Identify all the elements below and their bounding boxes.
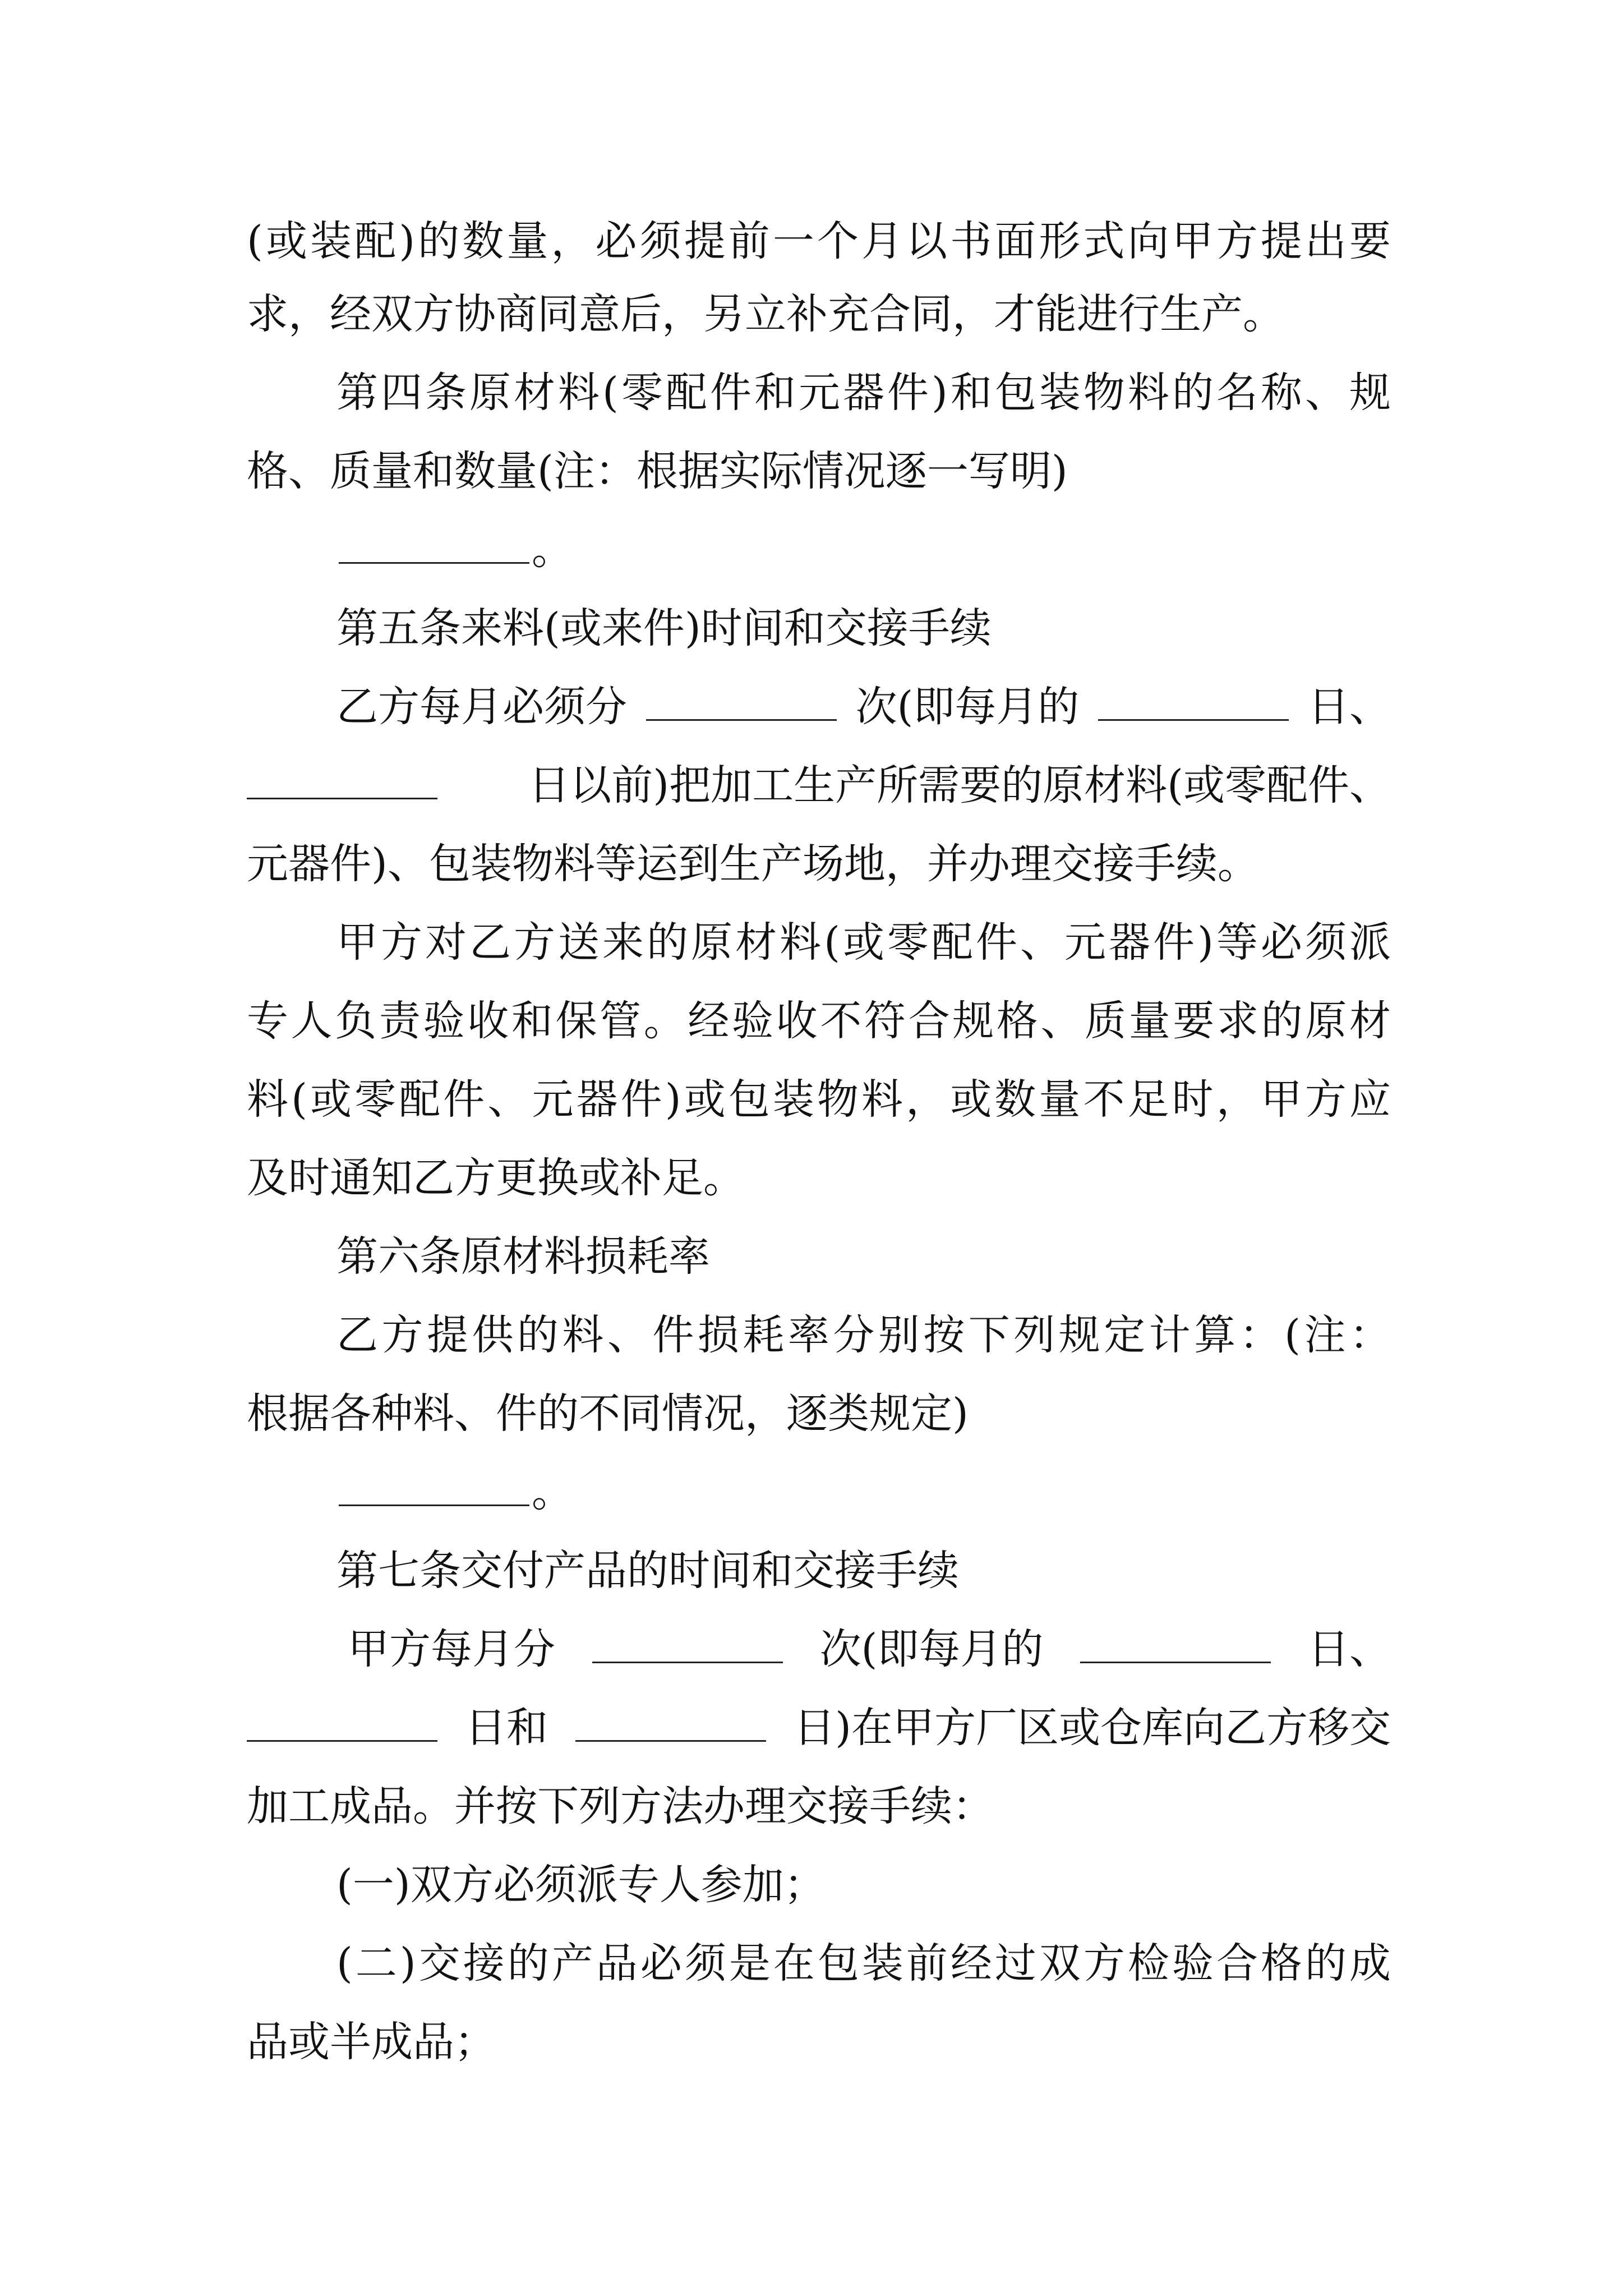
text-line: 元器件)、包装物料等运到生产场地，并办理交接手续。 <box>247 840 1259 888</box>
text-line: 乙方提供的料、件损耗率分别按下列规定计算：(注： <box>336 1311 1391 1359</box>
text-fragment: 日)在甲方厂区或仓库向乙方移交 <box>794 1704 1391 1752</box>
text-fragment: 。 <box>532 526 573 574</box>
text-line: 甲方对乙方送来的原材料(或零配件、元器件)等必须派 <box>336 918 1391 967</box>
blank-field <box>646 680 837 721</box>
text-fragment: 日、 <box>1308 683 1391 731</box>
text-line: 加工成品。并按下列方法办理交接手续： <box>247 1782 994 1830</box>
text-line: 根据各种料、件的不同情况，逐类规定) <box>247 1389 969 1438</box>
text-fragment: 日以前)把加工生产所需要的原材料(或零配件、 <box>528 761 1391 809</box>
blank-field <box>247 758 437 799</box>
fill-line <box>336 1464 1391 1520</box>
blank-field <box>339 523 529 564</box>
blank-field <box>339 1465 529 1506</box>
list-item: (一)双方必须派专人参加； <box>336 1861 826 1909</box>
text-line: 料(或零配件、元器件)或包装物料，或数量不足时，甲方应 <box>247 1075 1391 1124</box>
blank-field <box>247 1701 437 1742</box>
blank-field <box>1080 1622 1271 1663</box>
text-fragment: 次(即每月的 <box>855 683 1080 731</box>
text-line: 及时通知乙方更换或补足。 <box>247 1154 745 1202</box>
text-line: 格、质量和数量(注：根据实际情况逐一写明) <box>247 447 1068 495</box>
article-5-heading: 第五条来料(或来件)时间和交接手续 <box>336 604 992 652</box>
fill-line <box>247 757 1391 813</box>
text-fragment: 甲方每月分 <box>348 1625 555 1673</box>
fill-line <box>247 1700 1391 1756</box>
text-line: 品或半成品； <box>247 2018 496 2066</box>
text-fragment: 日、 <box>1308 1625 1391 1673</box>
text-fragment: 。 <box>532 1468 573 1516</box>
article-7-heading: 第七条交付产品的时间和交接手续 <box>336 1547 959 1595</box>
blank-field <box>592 1622 783 1663</box>
fill-line <box>336 522 1391 578</box>
list-item: (二)交接的产品必须是在包装前经过双方检验合格的成 <box>336 1939 1391 1987</box>
fill-line <box>348 1621 1391 1677</box>
fill-line <box>336 679 1391 735</box>
text-fragment: 乙方每月必须分 <box>336 683 627 731</box>
text-line: (或装配)的数量，必须提前一个月以书面形式向甲方提出要 <box>247 217 1391 265</box>
blank-field <box>1098 680 1289 721</box>
text-line: 专人负责验收和保管。经验收不符合规格、质量要求的原材 <box>247 997 1391 1045</box>
article-4-heading: 第四条原材料(零配件和元器件)和包装物料的名称、规 <box>336 369 1391 417</box>
text-fragment: 次(即每月的 <box>819 1625 1044 1673</box>
text-line: 求，经双方协商同意后，另立补充合同，才能进行生产。 <box>247 290 1284 338</box>
blank-field <box>575 1701 766 1742</box>
article-6-heading: 第六条原材料损耗率 <box>336 1232 710 1281</box>
text-fragment: 日和 <box>465 1704 548 1752</box>
